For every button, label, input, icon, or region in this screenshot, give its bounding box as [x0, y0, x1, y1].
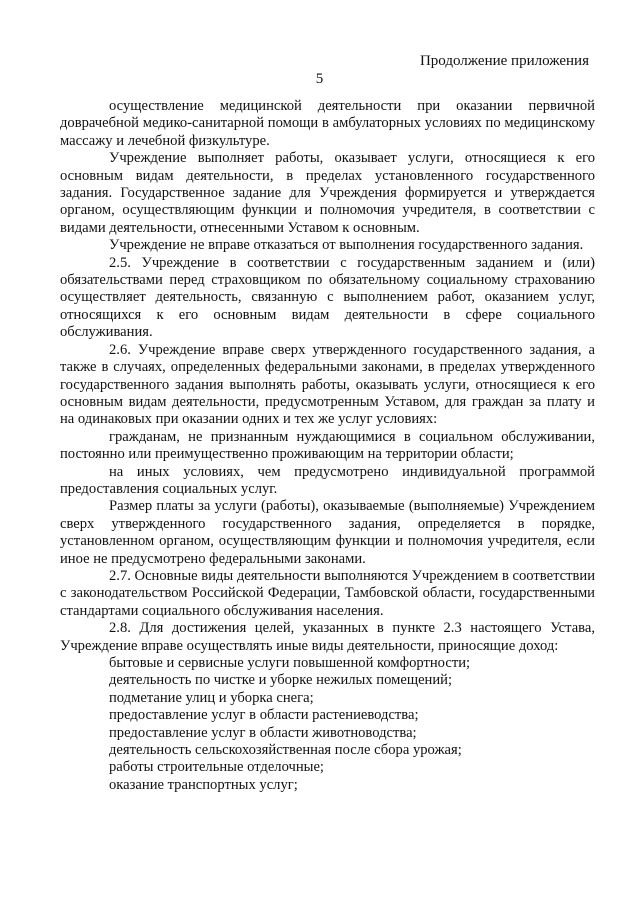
list-item: предоставление услуг в области животноводства;: [109, 724, 417, 741]
list-item: бытовые и сервисные услуги повышенной комфортности;: [109, 655, 471, 671]
list-item: деятельность по чистке и уборке нежилых помещений;: [109, 672, 453, 689]
paragraph-no-refusal: Учреждение не вправе отказаться от выполнения государственного задания.: [109, 237, 584, 254]
paragraph-2-8: 2.8. Для достижения целей, указанных в пункте 2.3 настоящего Устава, Учреждение вправе осуществлять иные виды деятельности, приносящие доход:: [60, 620, 595, 654]
continuation-note: Продолжение приложения: [419, 53, 589, 69]
paragraph-2-5: 2.5. Учреждение в соответствии с государственным заданием и (или) обязательствами перед страховщиком по обязательному социальному страхованию осуществляет деятельность, связанную с выполнением работ, оказанием услуг, относящихся к его основным видам деятельности в сфере социального обслуживания.: [60, 254, 595, 341]
paragraph-fee-amount: Размер платы за услуги (работы), оказываемые (выполняемые) Учреждением сверх утвержденного государственного задания, определяется в порядке, установленном органом, осуществляющим функции и полномочия учредителя, если иное не предусмотрено федеральными законами.: [60, 498, 595, 567]
paragraph-2-6: 2.6. Учреждение вправе сверх утвержденного государственного задания, а также в случаях, определенных федеральными законами, в пределах утвержденного государственного задания выполнять работы, оказывать услуги, относящиеся к его основным видам деятельности, предусмотренным Уставом, для граждан за плату и на одинаковых при оказании одних и тех же услуг условиях:: [60, 341, 595, 428]
list-item: работы строительные отделочные;: [109, 759, 324, 776]
paragraph-2-7: 2.7. Основные виды деятельности выполняются Учреждением в соответствии с законодательством Российской Федерации, Тамбовской области, государственными стандартами социального обслуживания населения.: [60, 567, 595, 619]
document-body: [60, 98, 595, 794]
paragraph-other-conditions: на иных условиях, чем предусмотрено индивидуальной программой предоставления социальных услуг.: [60, 463, 595, 497]
list-item: оказание транспортных услуг;: [109, 776, 298, 793]
paragraph-citizens-not-in-need: гражданам, не признанным нуждающимися в социальном обслуживании, постоянно или преимущественно проживающим на территории области;: [60, 428, 595, 463]
list-item: подметание улиц и уборка снега;: [109, 689, 314, 706]
paragraph-medical-activity: осуществление медицинской деятельности при оказании первичной доврачебной медико-санитарной помощи в амбулаторных условиях по медицинскому массажу и лечебной физкультуре.: [60, 98, 595, 149]
list-item: деятельность сельскохозяйственная после сбора урожая;: [109, 742, 462, 759]
list-item: предоставление услуг в области растениеводства;: [109, 707, 419, 724]
page-number: 5: [315, 71, 324, 87]
paragraph-state-assignment: Учреждение выполняет работы, оказывает услуги, относящиеся к его основным видам деятельности, в пределах установленного государственного задания. Государственное задание для Учреждения формируется и утверждается органом, осуществляющим функции и полномочия учредителя, в соответствии с видами деятельности, отнесенными Уставом к основным.: [60, 150, 595, 236]
